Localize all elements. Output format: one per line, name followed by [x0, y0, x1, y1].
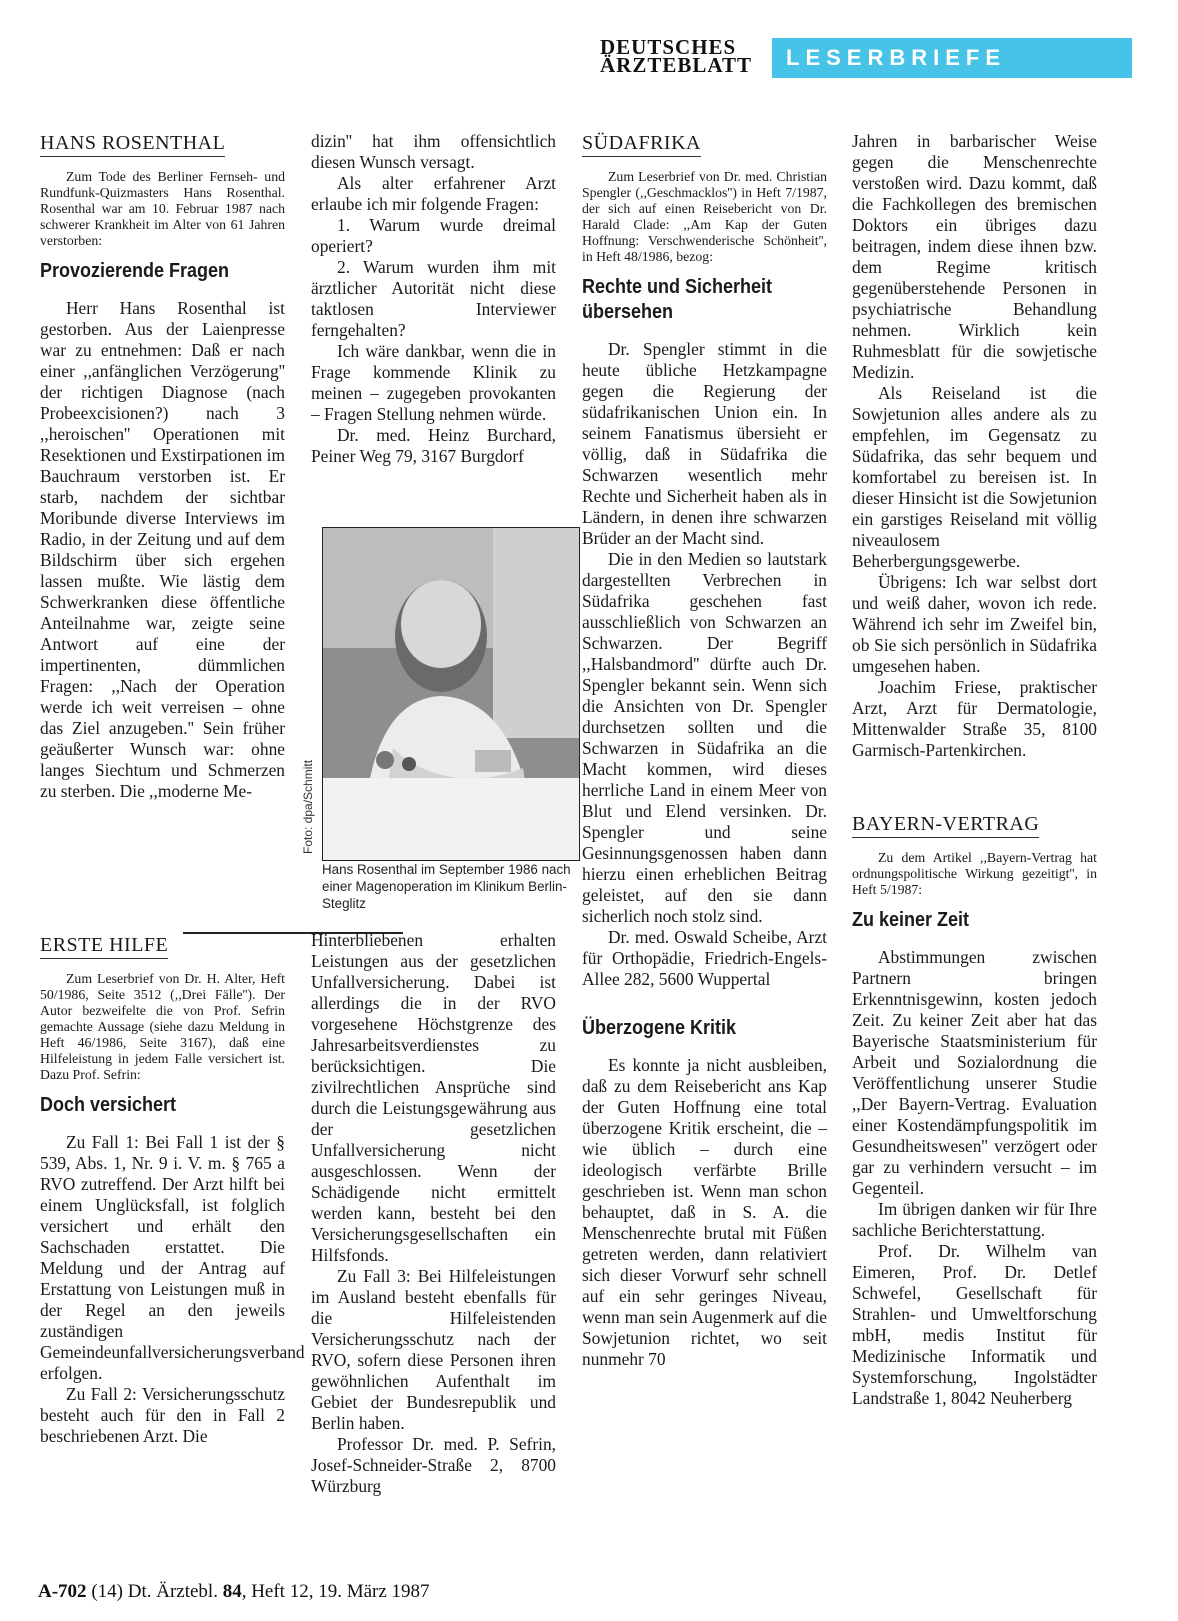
portrait-photo: [322, 527, 580, 861]
column-erste-hilfe-continued: [311, 930, 556, 1497]
rubric-bayern-vertrag: BAYERN-VERTRAG: [852, 812, 1039, 838]
article-paragraph: Zu Fall 1: Bei Fall 1 ist der § 539, Abs. 1, Nr. 9 i. V. m. § 765 a RVO zutreffend. Der Arzt hilft bei einem Unglücksfall, ist folglich versichert und erhält den Sachschaden erstattet. Die Meldung und der Antrag auf Erstattung von Leistungen muß in der Regel an den jeweils zuständigen Gemeindeunfallversicherungsverband erfolgen.: [40, 1132, 305, 1383]
rubric-hans-rosenthal: HANS ROSENTHAL: [40, 131, 225, 157]
article-paragraph: Als alter erfahrener Arzt erlaube ich mir folgende Fragen:: [311, 173, 556, 214]
issue-prefix: (14) Dt. Ärztebl.: [91, 1581, 218, 1602]
issue-date: , Heft 12, 19. März 1987: [241, 1581, 430, 1602]
rubric-suedafrika: SÜDAFRIKA: [582, 131, 701, 157]
column-suedafrika-continued: [852, 131, 1097, 761]
article-paragraph: Dr. Spengler stimmt in die heute übliche Hetzkampagne gegen die Regierung der südafrikanischen Union ein. In seinem Fanatismus übersieht er völlig, daß in Südafrika die Schwarzen wesentlich mehr Rechte und Sicherheit haben als in Ländern, in denen ihre schwarzen Brüder an der Macht sind.: [582, 339, 827, 548]
author-signature: Dr. med. Oswald Scheibe, Arzt für Orthopädie, Friedrich-Engels-Allee 282, 5600 Wuppertal: [582, 927, 827, 989]
article-paragraph: Zu Fall 3: Bei Hilfeleistungen im Ausland besteht ebenfalls für die Hilfeleistenden Versicherungsschutz nach der RVO, sofern diese Personen ihren gewöhnlichen Aufenthalt im Gebiet der Bundesrepublik und Berlin haben.: [311, 1266, 556, 1433]
article-paragraph: Jahren in barbarischer Weise gegen die Menschenrechte verstoßen wird. Dazu kommt, daß die Fachkollegen des bremischen Doktors ein übriges dazu beitragen, indem diese ihnen bzw. dem Regime kritisch gegenüberstehende Personen in psychiatrische Behandlung nehmen. Wirklich kein Ruhmesblatt für die sowjetische Medizin.: [852, 131, 1097, 382]
author-signature: Professor Dr. med. P. Sefrin, Josef-Schneider-Straße 2, 8700 Würzburg: [311, 1434, 556, 1496]
page-footer: [38, 1581, 430, 1603]
column-erste-hilfe: [40, 933, 305, 1447]
column-rosenthal: [40, 131, 285, 802]
article-intro: Zu dem Artikel ,,Bayern-Vertrag hat ordnungspolitische Wirkung gezeitigt'', in Heft 5/1987:: [852, 850, 1097, 897]
article-paragraph: Die in den Medien so lautstark dargestellten Verbrechen in Südafrika geschehen fast ausschließlich von Schwarzen an Schwarzen. Der Begriff ,,Halsbandmord'' dürfte auch Dr. Spengler bekannt sein. Wenn sich die Ansichten von Dr. Spengler durchsetzen sollten und die Schwarzen in Südafrika an die Macht kommen, wird dieses herrliche Land in einem Meer von Blut und Elend versinken. Dr. Spengler und seine Gesinnungsgenossen haben dann hierzu einen erheblichen Beitrag geleistet, auf den sie dann sicherlich noch stolz sind.: [582, 549, 827, 926]
author-signature: Prof. Dr. Wilhelm van Eimeren, Prof. Dr. Detlef Schwefel, Gesellschaft für Strahlen- und Umweltforschung mbH, medis Institut für Medizinische Informatik und Systemforschung, Ingolstädter Landstraße 1, 8042 Neuherberg: [852, 1241, 1097, 1408]
article-paragraph: Abstimmungen zwischen Partnern bringen Erkenntnisgewinn, kosten jedoch Zeit. Zu keiner Zeit aber hat das Bayerische Staatsministerium für Arbeit und Sozialordnung die Veröffentlichung unserer Studie ,,Der Bayern-Vertrag. Evaluation einer Kostendämpfungspolitik im Gesundheitswesen'' verzögert oder gar zu verhindern versucht – im Gegenteil.: [852, 947, 1097, 1198]
volume-number: 84: [222, 1581, 242, 1602]
question-1: 1. Warum wurde dreimal operiert?: [311, 215, 556, 256]
rubric-erste-hilfe: ERSTE HILFE: [40, 933, 168, 959]
article-paragraph: dizin'' hat ihm offensichtlich diesen Wunsch versagt.: [311, 131, 556, 172]
article-paragraph: Im übrigen danken wir für Ihre sachliche Berichterstattung.: [852, 1199, 1097, 1240]
article-paragraph: Herr Hans Rosenthal ist gestorben. Aus der Laienpresse war zu entnehmen: Daß er nach einer ,,anfänglichen Verzögerung'' der richtigen Diagnose (nach Probeexcisionen?) nach 3 ,,heroischen'' Operationen mit Resektionen und Exstirpationen im Bauchraum verstorben ist. Er starb, nachdem der sichtbar Moribunde diverse Interviews im Radio, in der Zeitung und auf dem Bildschirm über sich ergehen lassen mußte. Wie lästig dem Schwerkranken diese öffentliche Anteilnahme war, zeigte seine Antwort auf eine der impertinenten, dümmlichen Fragen: ,,Nach der Operation werde ich weit verreisen – ohne das Ziel anzugeben.'' Sein früher geäußerter Wunsch war: ohne langes Siechtum und Schmerzen zu sterben. Die ,,moderne Me-: [40, 298, 285, 801]
journal-title: [600, 35, 772, 77]
article-intro: Zum Leserbrief von Dr. H. Alter, Heft 50/1986, Seite 3512 (,,Drei Fälle''). Der Autor bezweifelte die von Prof. Sefrin gemachte Aussage (siehe dazu Meldung in Heft 46/1986, Seite 3167), daß eine Hilfeleistung in jedem Falle versichert ist. Dazu Prof. Sefrin:: [40, 971, 285, 1082]
article-paragraph: Es konnte ja nicht ausbleiben, daß zu dem Reisebericht ans Kap der Guten Hoffnung eine total überzogene Kritik erscheint, die – wie üblich – durch eine ideologisch verfärbte Brille geschrieben ist. Wenn man schon behauptet, daß in S. A. die Menschenrechte brutal mit Füßen getreten werden, dann relativiert sich dieser Vorwurf sehr schnell auf ein sehr geringes Niveau, wenn man sein Augenmerk auf die Sowjetunion richtet, wo seit nunmehr 70: [582, 1055, 827, 1369]
article-headline: Rechte und Sicherheit übersehen: [582, 276, 773, 323]
author-signature: Dr. med. Heinz Burchard, Peiner Weg 79, 3167 Burgdorf: [311, 425, 556, 466]
article-headline: Überzogene Kritik: [582, 1017, 737, 1039]
column-suedafrika: [582, 131, 827, 1370]
portrait-illustration: [323, 528, 579, 860]
column-bayern-vertrag: [852, 812, 1097, 1409]
column-rosenthal-continued: [311, 131, 556, 467]
section-banner: LESERBRIEFE: [772, 38, 1132, 78]
article-paragraph: Hinterbliebenen erhalten Leistungen aus der gesetzlichen Unfallversicherung. Dabei ist allerdings die in der RVO vorgesehene Höchstgrenze des Jahresarbeitsverdienstes zu berücksichtigen. Die zivilrechtlichen Ansprüche sind durch die Leistungsgewährung aus der gesetzlichen Unfallversicherung nicht ausgeschlossen. Wenn der Schädigende nicht ermittelt werden kann, besteht bei den Versicherungsgesellschaften ein Hilfsfonds.: [311, 930, 556, 1265]
page-number: A-702: [38, 1581, 87, 1602]
article-paragraph: Zu Fall 2: Versicherungsschutz besteht auch für den in Fall 2 beschriebenen Arzt. Die: [40, 1384, 285, 1446]
journal-title-line1: DEUTSCHES: [600, 35, 737, 59]
photo-caption: Hans Rosenthal im September 1986 nach einer Magenoperation im Klinikum Berlin-Steglitz: [322, 862, 571, 911]
article-headline: Doch versichert: [40, 1094, 177, 1116]
article-headline: Zu keiner Zeit: [852, 909, 970, 931]
article-headline: Provozierende Fragen: [40, 260, 230, 282]
question-2: 2. Warum wurden ihm mit ärztlicher Autorität nicht diese taktlosen Interviewer ferngehalten?: [311, 257, 556, 340]
article-paragraph: Übrigens: Ich war selbst dort und weiß daher, wovon ich rede. Während ich sehr im Zweifel bin, ob Sie sich persönlich in Südafrika umgesehen haben.: [852, 572, 1097, 676]
article-paragraph: Ich wäre dankbar, wenn die in Frage kommende Klinik zu meinen – zugegeben provokanten – Fragen Stellung nehmen würde.: [311, 341, 556, 424]
photo-credit: Foto: dpa/Schmitt: [301, 759, 315, 854]
journal-title-line2: ÄRZTEBLATT: [600, 53, 752, 77]
author-signature: Joachim Friese, praktischer Arzt, Arzt für Dermatologie, Mittenwalder Straße 35, 8100 Garmisch-Partenkirchen.: [852, 677, 1097, 760]
article-paragraph: Als Reiseland ist die Sowjetunion alles andere als zu empfehlen, im Gegensatz zu Südafrika, das sehr bequem und komfortabel zu bereisen ist. In dieser Hinsicht ist die Sowjetunion ein garstiges Reiseland mit völlig niveaulosem Beherbergungsgewerbe.: [852, 383, 1097, 571]
article-intro: Zum Tode des Berliner Fernseh- und Rundfunk-Quizmasters Hans Rosenthal. Rosenthal war am 10. Februar 1987 nach schwerer Krankheit im Alter von 61 Jahren verstorben:: [40, 169, 285, 248]
article-intro: Zum Leserbrief von Dr. med. Christian Spengler (,,Geschmacklos'') in Heft 7/1987, der sich auf einen Reisebericht von Dr. Harald Clade: ,,Am Kap der Guten Hoffnung: Verschwenderische Schönheit'', in Heft 48/1986, bezog:: [582, 169, 827, 264]
